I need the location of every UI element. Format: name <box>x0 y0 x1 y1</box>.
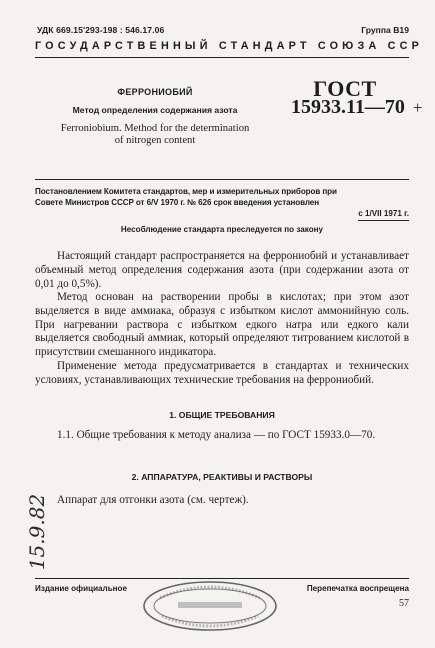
decree-line2: Совете Министров СССР от 6/V 1970 г. № 626 срок введения установлен <box>35 198 319 207</box>
section2-text: Аппарат для отгонки азота (см. чертеж). <box>57 494 249 506</box>
group-code: Группа В19 <box>361 25 409 35</box>
udk-code: УДК 669.15'293-198 : 546.17.06 <box>37 25 165 35</box>
gost-label: ГОСТ <box>313 76 377 101</box>
english-title-line1: Ferroniobium. Method for the determination <box>60 123 250 134</box>
paragraph-method: Метод основан на растворении пробы в кислотах; при этом азот выделяется в виде аммиака, образуя с избытком кислот аммонийную соль. При нагревании раствора с избытком едкого натра или едкого кали выделяется свободный аммиак, который определяют титрованием кислотой в присутствии смешанного индикатора. <box>35 291 409 359</box>
page-number: 57 <box>399 598 409 609</box>
paragraph-scope: Настоящий стандарт распространяется на феррониобий и устанавливает объемный метод определения содержания азота (при содержании азота от 0,01 до 0,5%). <box>35 250 409 290</box>
gost-number <box>291 96 423 119</box>
decree-line1: Постановлением Комитета стандартов, мер и измерительных приборов при <box>35 187 337 196</box>
legal-notice: Несоблюдение стандарта преследуется по закону <box>120 225 324 234</box>
section1-heading: 1. ОБЩИЕ ТРЕБОВАНИЯ <box>169 410 275 420</box>
handwritten-date-note: 15.9.82 <box>25 493 49 571</box>
document-title: ФЕРРОНИОБИЙ <box>117 87 193 97</box>
gost-number-text: 15933.11—70 <box>291 96 405 118</box>
section2-heading: 2. АППАРАТУРА, РЕАКТИВЫ И РАСТВОРЫ <box>131 472 313 482</box>
english-title-line2: of nitrogen content <box>114 135 196 146</box>
decree-effective-date: с 1/VII 1971 г. <box>358 208 409 221</box>
paragraph-application: Применение метода предусматривается в стандартах и технических условиях, устанавливающих технические требования на феррониобий. <box>35 360 409 386</box>
document-subtitle: Метод определения содержания азота <box>72 105 238 115</box>
footer-official-edition: Издание официальное <box>35 584 127 593</box>
footer-reprint-prohibited: Перепечатка воспрещена <box>306 584 409 593</box>
handwritten-mark: + <box>412 98 423 117</box>
library-stamp-icon <box>140 578 280 634</box>
section1-text: 1.1. Общие требования к методу анализа — по ГОСТ 15933.0—70. <box>57 429 376 441</box>
state-standard-banner: ГОСУДАРСТВЕННЫЙ СТАНДАРТ СОЮЗА ССР <box>35 40 424 52</box>
header-rule <box>35 57 409 58</box>
title-rule <box>35 179 409 180</box>
